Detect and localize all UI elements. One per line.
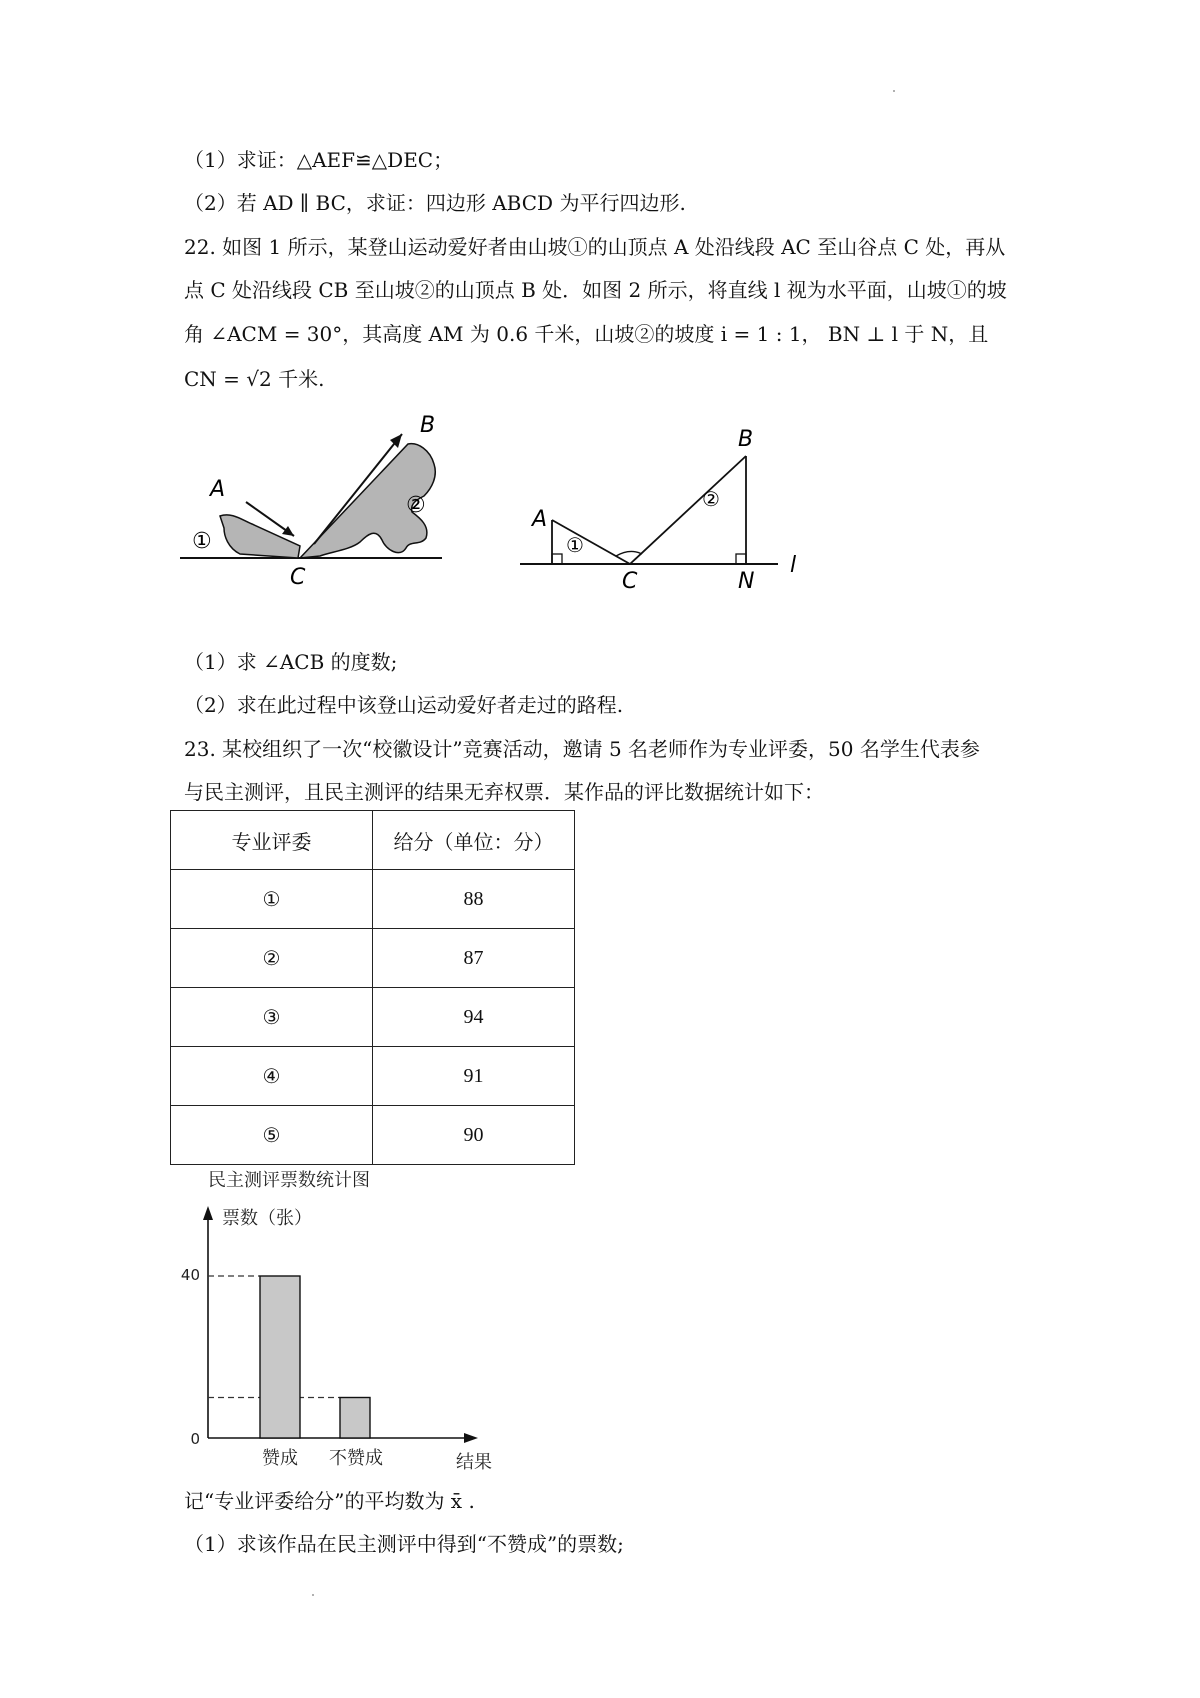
table-row bbox=[171, 988, 575, 1047]
y-axis-label: 票数（张） bbox=[222, 1208, 312, 1229]
q21-part2: （2）若 AD ∥ BC，求证：四边形 ABCD 为平行四边形. bbox=[184, 191, 686, 215]
fig1-label-c: C bbox=[290, 565, 306, 588]
fig2-right-angle-n bbox=[736, 554, 746, 564]
fig2-segment-cb bbox=[630, 456, 746, 564]
table-cell-score: 87 bbox=[373, 929, 575, 988]
fig1-label-slope1: ① bbox=[192, 529, 212, 554]
page-speck bbox=[893, 90, 895, 92]
table-row bbox=[171, 870, 575, 929]
q22-line4: CN = √2 千米. bbox=[184, 367, 325, 391]
q23-line1: 23. 某校组织了一次“校徽设计”竞赛活动，邀请 5 名老师作为专业评委，50 名学生代表参 bbox=[184, 737, 980, 761]
q22-part2: （2）求在此过程中该登山运动爱好者走过的路程. bbox=[184, 693, 624, 717]
table-cell-score: 91 bbox=[373, 1047, 575, 1106]
table-cell-score: 94 bbox=[373, 988, 575, 1047]
y-tick-label-40: 40 bbox=[180, 1266, 200, 1284]
table-cell-score: 88 bbox=[373, 870, 575, 929]
bar-disagree bbox=[340, 1398, 370, 1439]
table-header-cell: 专业评委 bbox=[171, 811, 373, 870]
table-row bbox=[171, 1106, 575, 1165]
fig2-label-l: l bbox=[790, 553, 797, 578]
fig1-label-a: A bbox=[210, 477, 226, 502]
fig2-segment-ac bbox=[552, 520, 630, 564]
fig1-arrow-ac bbox=[282, 526, 294, 536]
q22-line1: 22. 如图 1 所示，某登山运动爱好者由山坡①的山顶点 A 处沿线段 AC 至山谷点 C 处，再从 bbox=[184, 235, 1006, 259]
fig1-label-b: B bbox=[420, 413, 436, 438]
table-cell-judge: ② bbox=[171, 929, 373, 988]
x-tick-label-agree: 赞成 bbox=[262, 1448, 298, 1469]
judges-score-table bbox=[170, 810, 575, 1165]
q22-part1: （1）求 ∠ACB 的度数; bbox=[184, 650, 398, 674]
fig1-slope1-shape bbox=[220, 515, 300, 558]
table-row bbox=[171, 1047, 575, 1106]
q22-line2: 点 C 处沿线段 CB 至山坡②的山顶点 B 处．如图 2 所示，将直线 l 视为水平面，山坡①的坡 bbox=[184, 278, 1007, 302]
figure-1-mountain bbox=[180, 408, 460, 588]
table-cell-judge: ④ bbox=[171, 1047, 373, 1106]
y-axis-arrow bbox=[203, 1206, 213, 1220]
table-row bbox=[171, 929, 575, 988]
x-axis-label: 结果 bbox=[456, 1452, 492, 1473]
table-cell-judge: ③ bbox=[171, 988, 373, 1047]
vote-bar-chart bbox=[180, 1166, 520, 1476]
fig2-label-a: A bbox=[532, 507, 548, 532]
fig2-label-b: B bbox=[738, 427, 754, 452]
table-header-row bbox=[171, 811, 575, 870]
table-cell-score: 90 bbox=[373, 1106, 575, 1165]
table-header-cell: 给分（单位：分） bbox=[373, 811, 575, 870]
fig2-label-c: C bbox=[622, 569, 638, 590]
chart-title: 民主测评票数统计图 bbox=[208, 1170, 370, 1191]
q23-line2: 与民主测评，且民主测评的结果无弃权票．某作品的评比数据统计如下： bbox=[184, 780, 824, 804]
x-axis-arrow bbox=[464, 1433, 478, 1443]
q23-after-chart: 记“专业评委给分”的平均数为 x̄ . bbox=[184, 1489, 475, 1513]
fig1-label-slope2: ② bbox=[406, 493, 426, 518]
q22-line3: 角 ∠ACM = 30°，其高度 AM 为 0.6 千米，山坡②的坡度 i = 1 : 1， BN ⊥ l 于 N，且 bbox=[184, 322, 989, 346]
fig2-right-angle-m bbox=[552, 554, 562, 564]
figure-2-geometry bbox=[516, 420, 816, 590]
page-speck bbox=[312, 1594, 314, 1596]
table-cell-judge: ⑤ bbox=[171, 1106, 373, 1165]
fig2-label-n: N bbox=[738, 569, 755, 590]
x-tick-label-disagree: 不赞成 bbox=[329, 1448, 383, 1469]
y-tick-label-0: 0 bbox=[190, 1430, 200, 1448]
bar-agree bbox=[260, 1276, 300, 1438]
fig2-label-slope2: ② bbox=[702, 487, 720, 511]
q23-part1: （1）求该作品在民主测评中得到“不赞成”的票数; bbox=[184, 1532, 624, 1556]
table-cell-judge: ① bbox=[171, 870, 373, 929]
q21-part1: （1）求证：△AEF≌△DEC； bbox=[184, 148, 454, 172]
fig2-label-slope1: ① bbox=[566, 533, 584, 557]
